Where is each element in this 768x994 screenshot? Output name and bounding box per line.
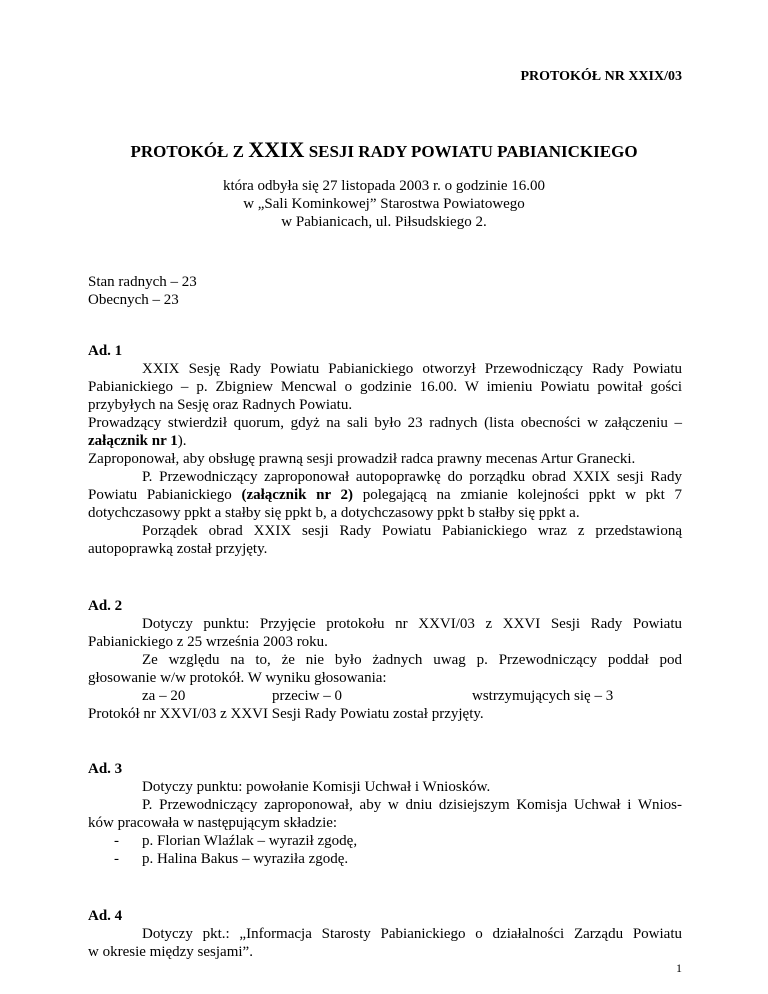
paragraph-line: w okresie między sesjami”. [88,944,253,960]
subtitle-line: która odbyła się 27 listopada 2003 r. o godzinie 16.00 [222,178,546,194]
paragraph-line: Ze względu na to, że nie było żadnych uwag p. Przewodniczący poddał pod [142,652,682,668]
list-bullet: - [114,851,119,867]
paragraph-line: przybyłych na Sesję oraz Radnych Powiatu. [88,397,353,413]
paragraph-text: Powiatu Pabianickiego [88,487,232,503]
paragraph-line: Porządek obrad XXIX sesji Rady Powiatu Pabianickiego wraz z przedstawioną [142,523,682,539]
paragraph-line: Pabianickiego z 25 września 2003 roku. [88,634,328,650]
section-heading: Ad. 2 [88,598,123,614]
page-title [0,139,768,163]
page-number: 1 [676,961,682,975]
paragraph-text: polegającą na zmianie kolejności ppkt w pkt 7 [362,487,682,503]
members-count: Stan radnych – 23 [88,274,197,290]
paragraph-line: ków pracowała w następującym składzie: [88,815,338,831]
paragraph-line: Dotyczy punktu: powołanie Komisji Uchwał i Wniosków. [142,779,491,795]
paragraph-line: XXIX Sesję Rady Powiatu Pabianickiego otworzył Przewodniczący Rady Powiatu [142,361,682,377]
present-count: Obecnych – 23 [88,292,179,308]
section-heading: Ad. 3 [88,761,123,777]
section-heading: Ad. 1 [88,343,123,359]
title-suffix: SESJI RADY POWIATU PABIANICKIEGO [304,142,638,161]
paragraph-line: P. Przewodniczący zaproponował, aby w dniu dzisiejszym Komisja Uchwał i Wnios- [142,797,682,813]
vote-against: przeciw – 0 [272,688,342,704]
paragraph-line: Zaproponował, aby obsługę prawną sesji prowadził radca prawny mecenas Artur Granecki. [88,451,636,467]
vote-abstain: wstrzymujących się – 3 [472,688,614,704]
paragraph-line: Protokół nr XXVI/03 z XXVI Sesji Rady Powiatu został przyjęty. [88,706,484,722]
paragraph-text: ). [177,433,187,449]
paragraph-line [88,432,186,450]
list-item-text: p. Halina Bakus – wyraziła zgodę. [142,851,349,867]
paragraph-line: głosowanie w/w protokół. W wyniku głosowania: [88,670,387,686]
list-bullet: - [114,833,119,849]
paragraph-line: P. Przewodniczący zaproponował autopoprawkę do porządku obrad XXIX sesji Rady [142,469,682,485]
subtitle-line: w „Sali Kominkowej” Starostwa Powiatowego [243,196,525,212]
paragraph-line: Dotyczy punktu: Przyjęcie protokołu nr XXVI/03 z XXVI Sesji Rady Powiatu [142,616,682,632]
title-prefix: PROTOKÓŁ Z [130,142,249,161]
paragraph-line [88,486,682,504]
subtitle-line: w Pabianicach, ul. Piłsudskiego 2. [281,214,487,230]
paragraph-line: Dotyczy pkt.: „Informacja Starosty Pabianickiego o działalności Zarządu Powiatu [142,926,682,942]
vote-for: za – 20 [142,688,186,704]
attachment-ref: załącznik nr 1 [88,433,178,449]
attachment-ref: (załącznik nr 2) [241,487,354,503]
paragraph-line: Prowadzący stwierdził quorum, gdyż na sali było 23 radnych (lista obecności w załączeniu – [88,415,682,431]
paragraph-line: dotychczasowy ppkt a stałby się ppkt b, a dotychczasowy ppkt b stałby się ppkt a. [88,505,580,521]
protocol-number: PROTOKÓŁ NR XXIX/03 [520,69,682,84]
list-item-text: p. Florian Wlaźlak – wyraził zgodę, [142,833,358,849]
paragraph-line: Pabianickiego – p. Zbigniew Mencwal o godzinie 16.00. W imieniu Powiatu powitał gości [88,379,682,395]
section-heading: Ad. 4 [88,908,123,924]
paragraph-line: autopoprawką został przyjęty. [88,541,268,557]
title-roman: XXIX [248,137,305,162]
